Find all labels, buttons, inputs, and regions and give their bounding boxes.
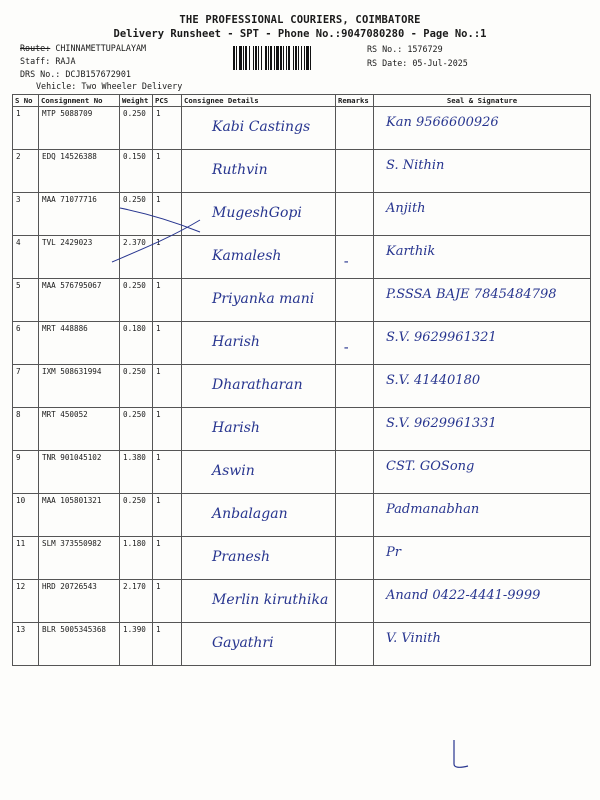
rs-date-value: 05-Jul-2025 <box>412 58 468 68</box>
route-line <box>20 43 146 53</box>
table-row <box>13 107 591 150</box>
signature-handwriting: S.V. 41440180 <box>386 373 481 388</box>
row-signature-cell <box>374 193 591 236</box>
signature-handwriting: Anjith <box>386 201 426 216</box>
table-row <box>13 451 591 494</box>
row-signature-cell <box>374 451 591 494</box>
barcode-bar <box>288 46 290 70</box>
runsheet-table <box>12 94 591 666</box>
row-remarks-cell <box>336 451 374 494</box>
row-remarks-cell <box>336 107 374 150</box>
barcode-bar <box>253 46 254 70</box>
row-remarks-cell <box>336 236 374 279</box>
col-header-sno: S No <box>13 95 39 107</box>
remark-text: - <box>342 340 351 356</box>
row-consignment-no-cell: MRT 450052 <box>39 408 120 451</box>
row-consignment-no-cell: BLR 5005345368 <box>39 623 120 666</box>
drs-line <box>20 69 131 79</box>
row-consignment-no-cell: EDQ 14526388 <box>39 150 120 193</box>
row-weight-cell: 0.250 <box>120 494 153 537</box>
row-pcs-cell: 1 <box>153 279 182 322</box>
signature-handwriting: Kan 9566600926 <box>386 115 499 130</box>
table-row <box>13 494 591 537</box>
table-row <box>13 150 591 193</box>
table-row <box>13 537 591 580</box>
row-remarks-cell <box>336 623 374 666</box>
row-sno-cell: 8 <box>13 408 39 451</box>
col-header-weight: Weight <box>120 95 153 107</box>
barcode-bar <box>245 46 247 70</box>
row-weight-cell: 2.370 <box>120 236 153 279</box>
barcode-bar <box>295 46 297 70</box>
barcode-bar <box>270 46 272 70</box>
barcode-bar <box>265 46 267 70</box>
row-sno-cell: 13 <box>13 623 39 666</box>
barcode-bar <box>283 46 284 70</box>
row-pcs-cell: 1 <box>153 494 182 537</box>
runsheet-subtitle: Delivery Runsheet - SPT - Phone No.:9047080280 - Page No.:1 <box>113 28 487 40</box>
barcode-bar <box>236 46 237 70</box>
row-signature-cell <box>374 494 591 537</box>
row-pcs-cell: 1 <box>153 451 182 494</box>
staff-line <box>20 56 75 66</box>
rs-date-label: RS Date: <box>367 58 408 68</box>
row-weight-cell: 0.150 <box>120 150 153 193</box>
row-weight-cell: 0.250 <box>120 107 153 150</box>
drs-label: DRS No.: <box>20 69 61 79</box>
consignee-handwriting: Dharatharan <box>212 377 303 393</box>
consignee-handwriting: Kabi Castings <box>212 119 311 135</box>
barcode-bar <box>293 46 294 70</box>
barcode-bar <box>239 46 242 70</box>
row-weight-cell: 1.380 <box>120 451 153 494</box>
row-pcs-cell: 1 <box>153 537 182 580</box>
row-consignment-no-cell: MAA 576795067 <box>39 279 120 322</box>
consignee-handwriting: Ruthvin <box>212 162 268 178</box>
col-header-consignment: Consignment No <box>39 95 120 107</box>
row-remarks-cell <box>336 279 374 322</box>
row-consignee-cell <box>182 365 336 408</box>
row-consignee-cell <box>182 193 336 236</box>
row-sno-cell: 12 <box>13 580 39 623</box>
tick-mark-icon <box>446 738 486 778</box>
signature-handwriting: CST. GOSong <box>386 459 475 474</box>
row-weight-cell: 0.250 <box>120 365 153 408</box>
row-signature-cell <box>374 365 591 408</box>
row-consignee-cell <box>182 494 336 537</box>
row-consignee-cell <box>182 107 336 150</box>
row-pcs-cell: 1 <box>153 322 182 365</box>
row-weight-cell: 0.180 <box>120 322 153 365</box>
row-consignee-cell <box>182 537 336 580</box>
row-consignee-cell <box>182 322 336 365</box>
rs-no-label: RS No.: <box>367 44 403 54</box>
row-sno-cell: 4 <box>13 236 39 279</box>
row-weight-cell: 0.250 <box>120 408 153 451</box>
row-signature-cell <box>374 107 591 150</box>
signature-handwriting: P.SSSA BAJE 7845484798 <box>386 287 557 302</box>
row-sno-cell: 1 <box>13 107 39 150</box>
row-pcs-cell: 1 <box>153 580 182 623</box>
row-remarks-cell <box>336 408 374 451</box>
row-sno-cell: 9 <box>13 451 39 494</box>
col-header-pcs: PCS <box>153 95 182 107</box>
row-weight-cell: 0.250 <box>120 279 153 322</box>
barcode-bar <box>301 46 302 70</box>
table-row <box>13 193 591 236</box>
barcode-bar <box>233 46 235 70</box>
signature-handwriting: S. Nithin <box>386 158 445 173</box>
barcode-bar <box>276 46 279 70</box>
row-signature-cell <box>374 537 591 580</box>
row-signature-cell <box>374 580 591 623</box>
row-pcs-cell: 1 <box>153 236 182 279</box>
row-pcs-cell: 1 <box>153 150 182 193</box>
barcode <box>232 46 350 70</box>
row-weight-cell: 1.180 <box>120 537 153 580</box>
row-sno-cell: 10 <box>13 494 39 537</box>
barcode-bar <box>304 46 305 70</box>
row-consignment-no-cell: MTP 5088709 <box>39 107 120 150</box>
row-consignee-cell <box>182 623 336 666</box>
consignee-handwriting: Anbalagan <box>212 506 288 522</box>
route-label: Route: <box>20 43 51 53</box>
row-pcs-cell: 1 <box>153 107 182 150</box>
row-pcs-cell: 1 <box>153 408 182 451</box>
barcode-bar <box>261 46 262 70</box>
vehicle-value: Two Wheeler Delivery <box>81 81 183 91</box>
signature-handwriting: Anand 0422-4441-9999 <box>386 588 541 603</box>
runsheet-title: THE PROFESSIONAL COURIERS, COIMBATORE <box>179 14 421 26</box>
row-signature-cell <box>374 322 591 365</box>
consignee-handwriting: MugeshGopi <box>212 205 302 221</box>
row-sno-cell: 11 <box>13 537 39 580</box>
row-signature-cell <box>374 408 591 451</box>
table-row <box>13 365 591 408</box>
row-weight-cell: 0.250 <box>120 193 153 236</box>
table-row <box>13 322 591 365</box>
row-weight-cell: 1.390 <box>120 623 153 666</box>
barcode-bar <box>258 46 259 70</box>
row-remarks-cell <box>336 193 374 236</box>
vehicle-label: Vehicle: <box>36 81 77 91</box>
signature-handwriting: Padmanabhan <box>386 502 480 517</box>
col-header-remarks: Remarks <box>336 95 374 107</box>
row-sno-cell: 7 <box>13 365 39 408</box>
row-consignment-no-cell: MRT 448886 <box>39 322 120 365</box>
route-value: CHINNAMETTUPALAYAM <box>55 43 147 53</box>
row-consignment-no-cell: HRD 20726543 <box>39 580 120 623</box>
row-sno-cell: 3 <box>13 193 39 236</box>
row-consignee-cell <box>182 408 336 451</box>
barcode-bar <box>286 46 287 70</box>
row-remarks-cell <box>336 580 374 623</box>
row-signature-cell <box>374 236 591 279</box>
table-row <box>13 279 591 322</box>
row-consignment-no-cell: TNR 901045102 <box>39 451 120 494</box>
row-signature-cell <box>374 623 591 666</box>
consignee-handwriting: Kamalesh <box>212 248 282 264</box>
row-consignment-no-cell: MAA 105801321 <box>39 494 120 537</box>
consignee-handwriting: Aswin <box>212 463 255 479</box>
rs-date-line <box>367 58 468 68</box>
row-remarks-cell <box>336 322 374 365</box>
row-consignment-no-cell: IXM 508631994 <box>39 365 120 408</box>
row-remarks-cell <box>336 494 374 537</box>
table-header-row <box>13 95 591 107</box>
staff-label: Staff: <box>20 56 51 66</box>
barcode-bar <box>255 46 257 70</box>
row-weight-cell: 2.170 <box>120 580 153 623</box>
row-pcs-cell: 1 <box>153 193 182 236</box>
row-consignee-cell <box>182 580 336 623</box>
row-consignee-cell <box>182 279 336 322</box>
consignee-handwriting: Pranesh <box>212 549 270 565</box>
row-remarks-cell <box>336 537 374 580</box>
vehicle-line <box>36 81 182 91</box>
barcode-bar <box>298 46 299 70</box>
table-row <box>13 580 591 623</box>
row-sno-cell: 2 <box>13 150 39 193</box>
row-consignee-cell <box>182 150 336 193</box>
row-pcs-cell: 1 <box>153 365 182 408</box>
table-row <box>13 236 591 279</box>
row-pcs-cell: 1 <box>153 623 182 666</box>
col-header-consignee: Consignee Details <box>182 95 336 107</box>
drs-value: DCJB157672901 <box>65 69 131 79</box>
row-consignment-no-cell: SLM 373550982 <box>39 537 120 580</box>
signature-handwriting: S.V. 9629961321 <box>386 330 497 345</box>
signature-handwriting: V. Vinith <box>386 631 441 646</box>
consignee-handwriting: Priyanka mani <box>212 291 315 307</box>
consignee-handwriting: Merlin kiruthika <box>212 592 329 608</box>
signature-handwriting: Pr <box>386 545 401 560</box>
barcode-bar <box>274 46 275 70</box>
consignee-handwriting: Harish <box>212 334 260 350</box>
row-remarks-cell <box>336 365 374 408</box>
rs-no-value: 1576729 <box>407 44 443 54</box>
consignee-handwriting: Gayathri <box>212 635 274 651</box>
row-sno-cell: 5 <box>13 279 39 322</box>
rs-no-line <box>367 44 443 54</box>
row-signature-cell <box>374 279 591 322</box>
row-signature-cell <box>374 150 591 193</box>
row-consignee-cell <box>182 451 336 494</box>
staff-value: RAJA <box>55 56 76 66</box>
table-body <box>13 107 591 666</box>
row-consignment-no-cell: TVL 2429023 <box>39 236 120 279</box>
row-sno-cell: 6 <box>13 322 39 365</box>
table-row <box>13 623 591 666</box>
barcode-bar <box>243 46 244 70</box>
remark-text: - <box>342 254 351 270</box>
row-consignment-no-cell: MAA 71077716 <box>39 193 120 236</box>
signature-handwriting: S.V. 9629961331 <box>386 416 497 431</box>
barcode-bar <box>310 46 311 70</box>
barcode-bar <box>306 46 309 70</box>
row-remarks-cell <box>336 150 374 193</box>
col-header-signature: Seal & Signature <box>374 95 591 107</box>
barcode-bar <box>280 46 282 70</box>
signature-handwriting: Karthik <box>386 244 436 259</box>
consignee-handwriting: Harish <box>212 420 260 436</box>
barcode-bar <box>268 46 269 70</box>
table-row <box>13 408 591 451</box>
row-consignee-cell <box>182 236 336 279</box>
barcode-bar <box>249 46 250 70</box>
